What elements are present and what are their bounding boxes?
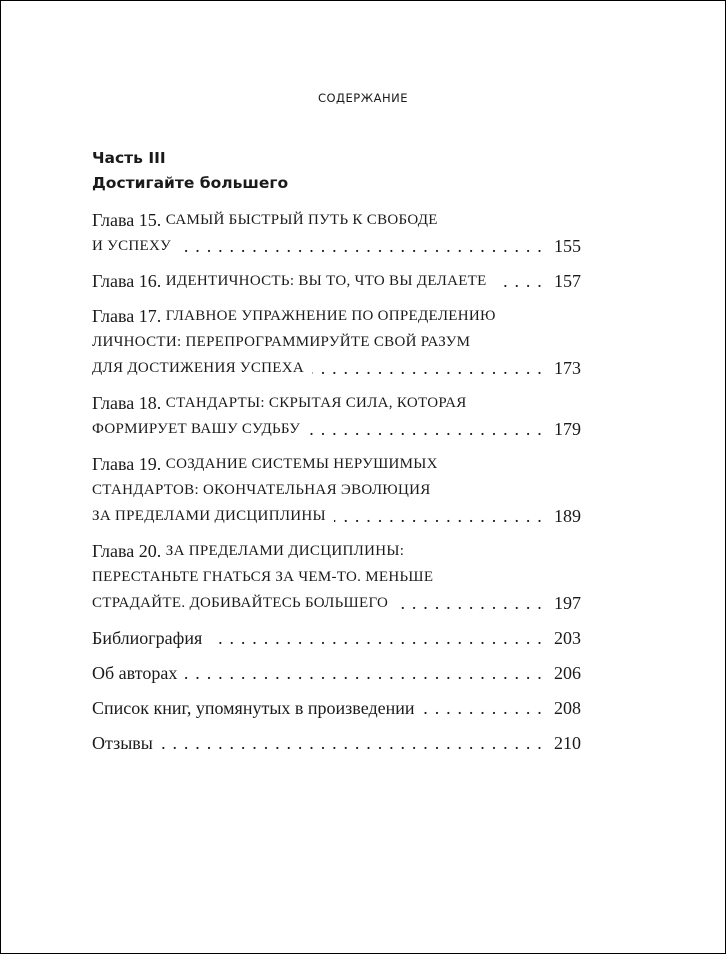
toc-entry[interactable] [92, 207, 581, 259]
part-heading [92, 146, 288, 196]
entry-title-line: СОЗДАНИЕ СИСТЕМЫ НЕРУШИМЫХ [165, 455, 438, 472]
toc-line [92, 564, 581, 590]
entry-title-line: Отзывы [92, 732, 153, 753]
dot-leader [308, 416, 543, 442]
chapter-number: Глава 17. [92, 305, 162, 326]
toc-line [92, 477, 581, 503]
toc-entry[interactable] [92, 660, 581, 686]
dot-leader [179, 233, 543, 259]
page-number: 197 [554, 593, 581, 614]
page-number: 157 [554, 270, 581, 291]
toc-entry[interactable] [92, 390, 581, 442]
dot-leader [396, 590, 543, 616]
entry-title-line: ЗА ПРЕДЕЛАМИ ДИСЦИПЛИНЫ [92, 508, 326, 525]
page-number: 173 [554, 358, 581, 379]
entry-title-line: ЗА ПРЕДЕЛАМИ ДИСЦИПЛИНЫ: [165, 543, 405, 560]
toc-entry[interactable] [92, 625, 581, 651]
entry-title-line: Список книг, упомянутых в произведении [92, 697, 415, 718]
entry-title-line: СТАНДАРТОВ: ОКОНЧАТЕЛЬНАЯ ЭВОЛЮЦИЯ [92, 482, 431, 499]
toc-line [92, 303, 581, 329]
toc-line [92, 390, 581, 416]
toc-line [92, 660, 581, 686]
entry-title-line: ГЛАВНОЕ УПРАЖНЕНИЕ ПО ОПРЕДЕЛЕНИЮ [165, 307, 496, 324]
toc-line [92, 538, 581, 564]
toc-entry[interactable] [92, 268, 581, 294]
toc-line [92, 207, 581, 233]
toc-entry[interactable] [92, 695, 581, 721]
chapter-number: Глава 19. [92, 453, 162, 474]
page-number: 206 [554, 662, 581, 683]
toc-entry[interactable] [92, 538, 581, 617]
table-of-contents [92, 207, 581, 764]
chapter-number: Глава 15. [92, 210, 162, 230]
part-number: Часть III [92, 149, 166, 167]
toc-line [92, 416, 581, 442]
toc-line [92, 451, 581, 477]
toc-line [92, 355, 581, 381]
toc-entry[interactable] [92, 303, 581, 382]
page-number: 189 [554, 506, 581, 527]
entry-title-line: СТАНДАРТЫ: СКРЫТАЯ СИЛА, КОТОРАЯ [165, 394, 467, 411]
page-number: 179 [554, 419, 581, 440]
dot-leader [334, 503, 543, 529]
dot-leader [185, 660, 543, 686]
part-title: Достигайте большего [92, 174, 289, 192]
toc-line [92, 590, 581, 616]
dot-leader [312, 355, 543, 381]
page-number: 210 [554, 732, 581, 753]
dot-leader [210, 625, 543, 651]
chapter-number: Глава 20. [92, 541, 162, 562]
page-number: 208 [554, 697, 581, 718]
toc-line [92, 233, 581, 259]
toc-line [92, 625, 581, 651]
dot-leader [423, 695, 544, 721]
page-title: СОДЕРЖАНИЕ [317, 91, 409, 105]
toc-line [92, 329, 581, 355]
dot-leader [495, 268, 543, 294]
entry-title-line: ИДЕНТИЧНОСТЬ: ВЫ ТО, ЧТО ВЫ ДЕЛАЕТЕ [165, 272, 487, 289]
toc-line [92, 695, 581, 721]
entry-title-line: ДЛЯ ДОСТИЖЕНИЯ УСПЕХА [92, 360, 305, 377]
entry-title-line: СТРАДАЙТЕ. ДОБИВАЙТЕСЬ БОЛЬШЕГО [92, 595, 389, 612]
toc-entry[interactable] [92, 451, 581, 530]
entry-title-line: Об авторах [92, 662, 178, 683]
dot-leader [161, 730, 543, 756]
toc-line [92, 268, 581, 294]
chapter-number: Глава 16. [92, 270, 162, 291]
entry-title-line: САМЫЙ БЫСТРЫЙ ПУТЬ К СВОБОДЕ [165, 212, 438, 228]
page-number: 155 [554, 236, 581, 257]
entry-title-line: ЛИЧНОСТИ: ПЕРЕПРОГРАММИРУЙТЕ СВОЙ РАЗУМ [92, 333, 471, 350]
entry-title-line: Библиография [92, 628, 203, 649]
chapter-number: Глава 18. [92, 392, 162, 413]
entry-title-line: И УСПЕХУ [92, 238, 172, 255]
entry-title-line: ПЕРЕСТАНЬТЕ ГНАТЬСЯ ЗА ЧЕМ-ТО. МЕНЬШЕ [92, 569, 434, 586]
entry-title-line: ФОРМИРУЕТ ВАШУ СУДЬБУ [92, 421, 301, 438]
toc-line [92, 503, 581, 529]
toc-line [92, 730, 581, 756]
toc-entry[interactable] [92, 730, 581, 756]
page-number: 203 [554, 628, 581, 649]
